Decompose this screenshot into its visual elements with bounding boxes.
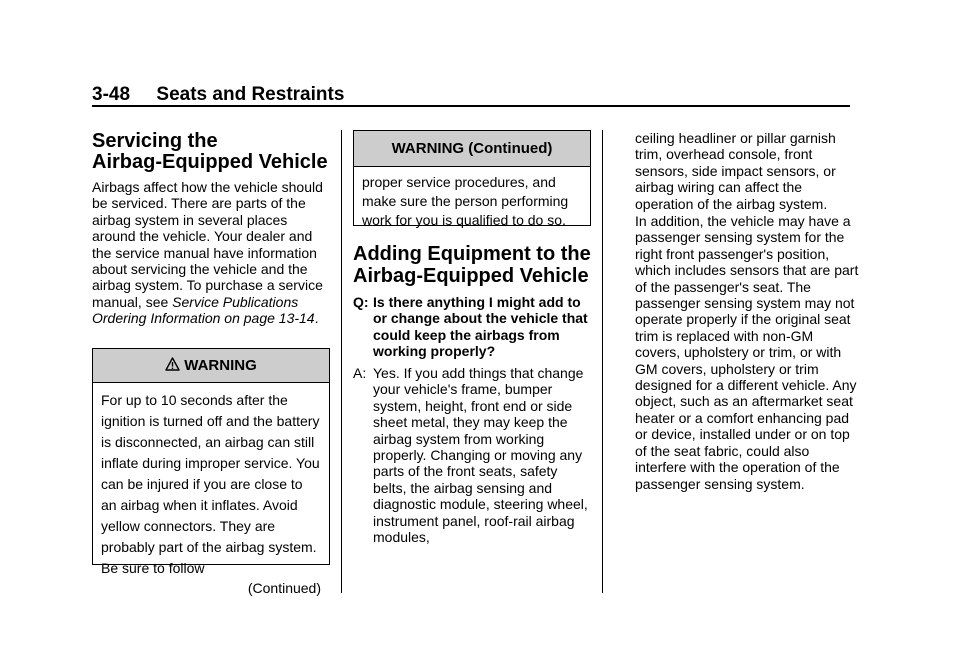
page-header-title: 3-48 Seats and Restraints <box>92 84 345 105</box>
col3-paragraph-1: ceiling headliner or pillar garnish trim, overhead console, front sensors, side impact sensors, or airbag wiring can affect the operation of the airbag system. <box>635 130 836 212</box>
warning-continued-label: (Continued) <box>247 580 321 596</box>
service-publications-reference: Service Publications Ordering Information on page 13-14 <box>92 293 315 327</box>
warning-header <box>93 349 329 383</box>
servicing-paragraph-end: . <box>314 310 319 327</box>
section-heading-adding-line1: Adding Equipment to the <box>353 243 591 265</box>
column-divider-2 <box>602 130 603 593</box>
section-heading-adding-line2: Airbag-Equipped Vehicle <box>353 265 589 287</box>
warning-text: For up to 10 seconds after the ignition is turned off and the battery is disconnected, an airbag can still inflate during improper service. You can be injured if you are close to an airbag when it inflates. Avoid yellow connectors. They are probably part of the airbag system. Be sure to follow <box>101 392 320 576</box>
column-divider-1 <box>341 130 342 593</box>
warning-label: WARNING <box>184 357 257 374</box>
warning-continued-text: proper service procedures, and make sure the person performing work for you is qualified to do so. <box>362 174 569 228</box>
question-label: Q: <box>353 294 369 310</box>
servicing-paragraph <box>92 179 330 327</box>
header-divider <box>92 105 850 107</box>
servicing-paragraph-text: Airbags affect how the vehicle should be serviced. There are parts of the airbag system in several places around the vehicle. Your dealer and the service manual have information about servicing the vehicle and the airbag system. To purchase a service manual, see <box>92 179 323 310</box>
warning-continued-header: WARNING (Continued) <box>354 131 590 167</box>
answer-text: Yes. If you add things that change your vehicle's frame, bumper system, height, front end or side sheet metal, they may keep the airbag system from working properly. Changing or moving any parts of the front seats, safety belts, the airbag sensing and diagnostic module, steering wheel, instrument panel, roof-rail airbag modules, <box>373 365 588 546</box>
question-text: Is there anything I might add to or change about the vehicle that could keep the airbags from working properly? <box>373 294 588 360</box>
warning-continued-box <box>353 130 591 226</box>
col3-paragraph-2: In addition, the vehicle may have a passenger sensing system for the right front passenger's position, which includes sensors that are part of the passenger's seat. The passenger sensing system may not operate properly if the original seat trim is replaced with non-GM covers, upholstery or trim, or with GM covers, upholstery or trim designed for a different vehicle. Any object, such as an aftermarket seat heater or a comfort enhancing pad or device, installed under or on top of the seat fabric, could also interfere with the operation of the passenger sensing system. <box>635 213 859 492</box>
section-heading-servicing-line2: Airbag-Equipped Vehicle <box>92 151 328 173</box>
warning-triangle-icon <box>165 357 180 375</box>
answer-label: A: <box>353 365 367 381</box>
warning-box <box>92 348 330 596</box>
section-heading-servicing-line1: Servicing the <box>92 130 218 152</box>
